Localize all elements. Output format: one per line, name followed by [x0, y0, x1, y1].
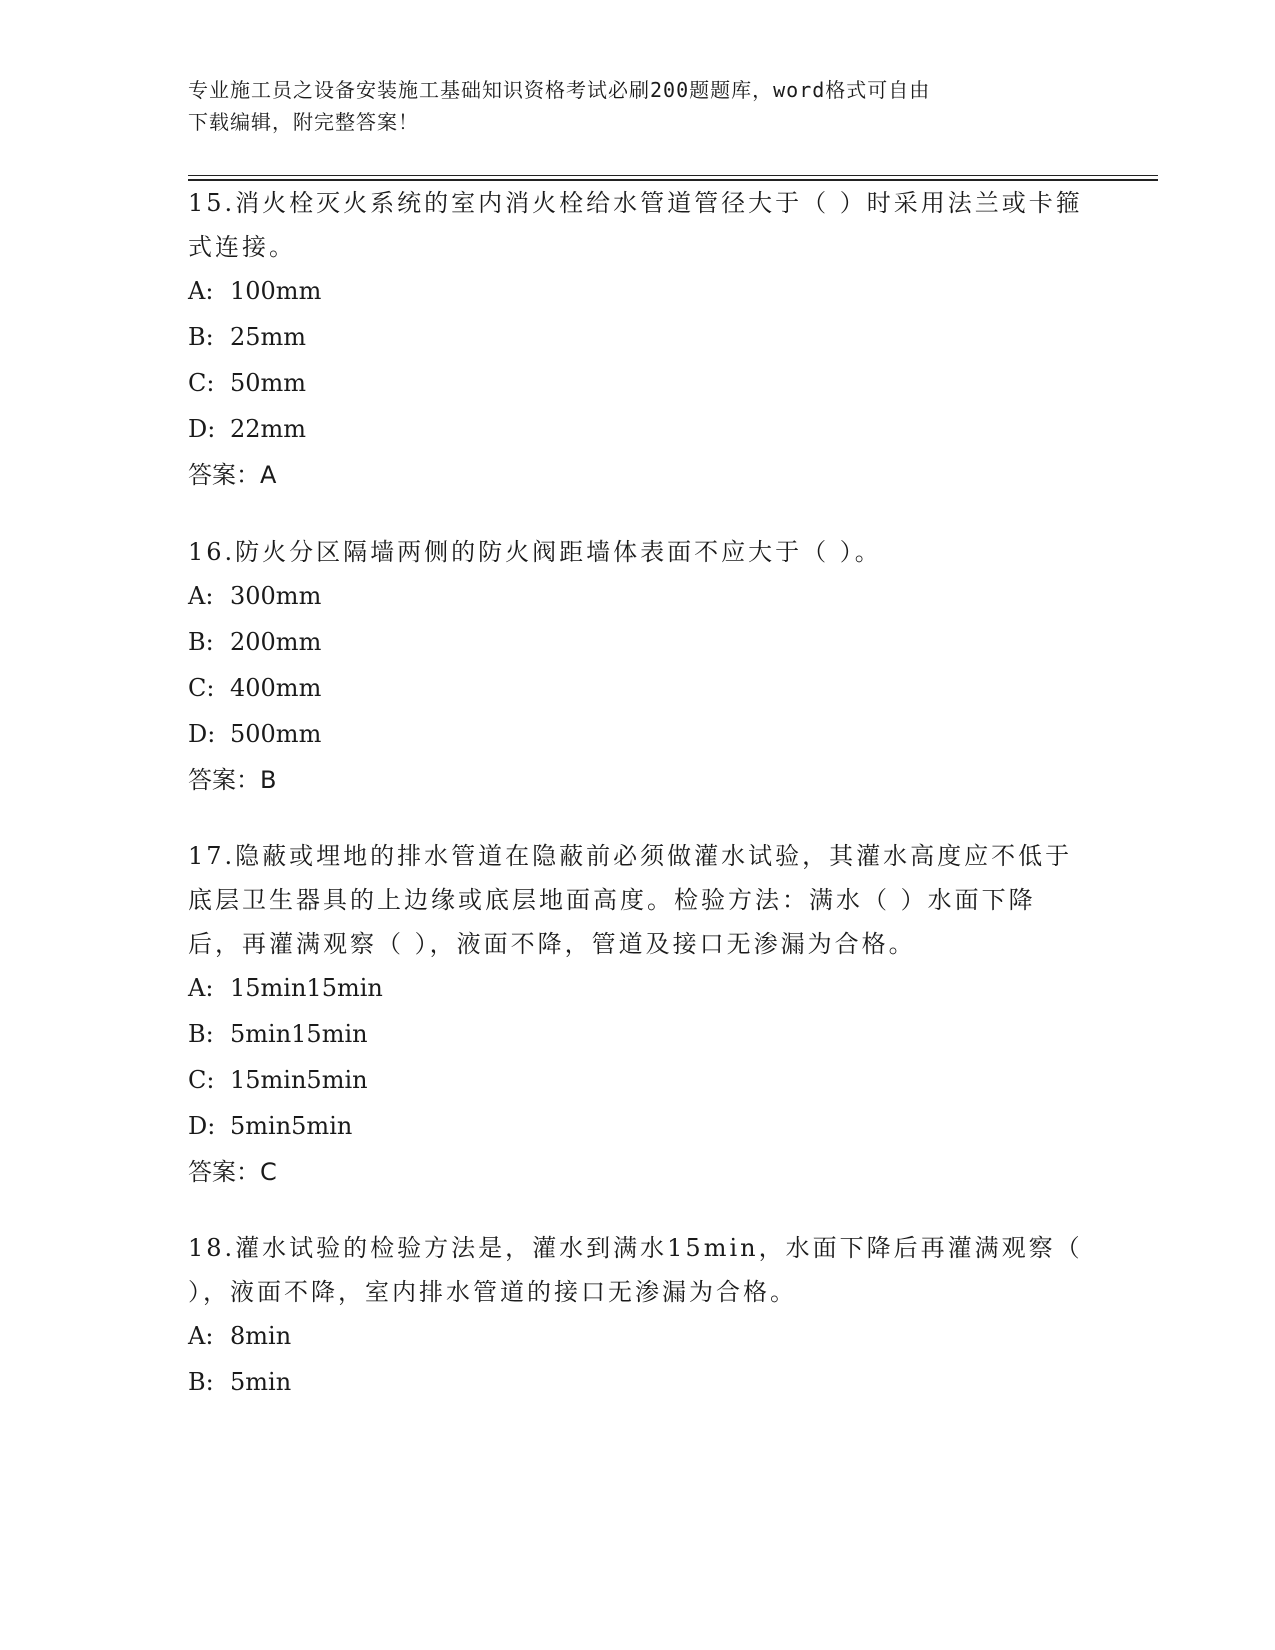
option-letter: D:: [188, 720, 216, 748]
option-d: [188, 407, 1088, 453]
option-text: 200mm: [230, 628, 322, 656]
option-letter: B:: [188, 1368, 214, 1396]
option-letter: C:: [188, 1066, 215, 1094]
option-text: 100mm: [230, 277, 322, 305]
option-c: [188, 361, 1088, 407]
question-stem: 16.防火分区隔墙两侧的防火阀距墙体表面不应大于（ ）。: [188, 538, 882, 566]
option-letter: A:: [188, 974, 214, 1002]
question-16: [188, 530, 1088, 802]
option-c: [188, 666, 1088, 712]
option-letter: C:: [188, 369, 215, 397]
option-text: 25mm: [230, 323, 307, 351]
option-letter: B:: [188, 628, 214, 656]
option-letter: A:: [188, 277, 214, 305]
header-divider-thin: [188, 175, 1158, 176]
option-c: [188, 1058, 1088, 1104]
option-a: [188, 966, 1088, 1012]
option-letter: B:: [188, 323, 214, 351]
answer-label: 答案：C: [188, 1158, 277, 1186]
option-text: 50mm: [230, 369, 307, 397]
question-stem: 17.隐蔽或埋地的排水管道在隐蔽前必须做灌水试验，其灌水高度应不低于底层卫生器具的上边缘或底层地面高度。检验方法：满水（ ）水面下降后，再灌满观察（ ），液面不降，管道及接口无渗漏为合格。: [188, 842, 1073, 958]
question-15: [188, 181, 1088, 497]
option-a: [188, 269, 1088, 315]
option-a: [188, 1314, 1088, 1360]
document-header: [188, 74, 1068, 138]
option-text: 8min: [230, 1322, 292, 1350]
option-text: 22mm: [230, 415, 307, 443]
option-text: 5min15min: [230, 1020, 368, 1048]
question-stem: 18.灌水试验的检验方法是，灌水到满水15min，水面下降后再灌满观察（ ），液面不降，室内排水管道的接口无渗漏为合格。: [188, 1234, 1083, 1306]
document-page: [188, 0, 1158, 1650]
option-letter: A:: [188, 1322, 214, 1350]
header-line-2: 下载编辑，附完整答案！: [188, 110, 419, 134]
option-text: 300mm: [230, 582, 322, 610]
option-letter: D:: [188, 1112, 216, 1140]
option-text: 400mm: [230, 674, 322, 702]
option-text: 5min5min: [230, 1112, 353, 1140]
option-d: [188, 1104, 1088, 1150]
option-letter: C:: [188, 674, 215, 702]
answer-label: 答案：B: [188, 766, 277, 794]
option-a: [188, 574, 1088, 620]
answer-label: 答案：A: [188, 461, 277, 489]
option-text: 5min: [230, 1368, 292, 1396]
option-b: [188, 315, 1088, 361]
option-text: 15min5min: [230, 1066, 368, 1094]
question-17: [188, 834, 1088, 1194]
header-line-1: 专业施工员之设备安装施工基础知识资格考试必刷200题题库，word格式可自由: [188, 78, 931, 102]
option-b: [188, 1012, 1088, 1058]
option-d: [188, 712, 1088, 758]
option-text: 15min15min: [230, 974, 383, 1002]
option-text: 500mm: [230, 720, 322, 748]
option-letter: A:: [188, 582, 214, 610]
option-b: [188, 620, 1088, 666]
option-letter: B:: [188, 1020, 214, 1048]
question-18: [188, 1226, 1088, 1406]
option-letter: D:: [188, 415, 216, 443]
option-b: [188, 1360, 1088, 1406]
question-stem: 15.消火栓灭火系统的室内消火栓给水管道管径大于（ ）时采用法兰或卡箍式连接。: [188, 189, 1083, 261]
